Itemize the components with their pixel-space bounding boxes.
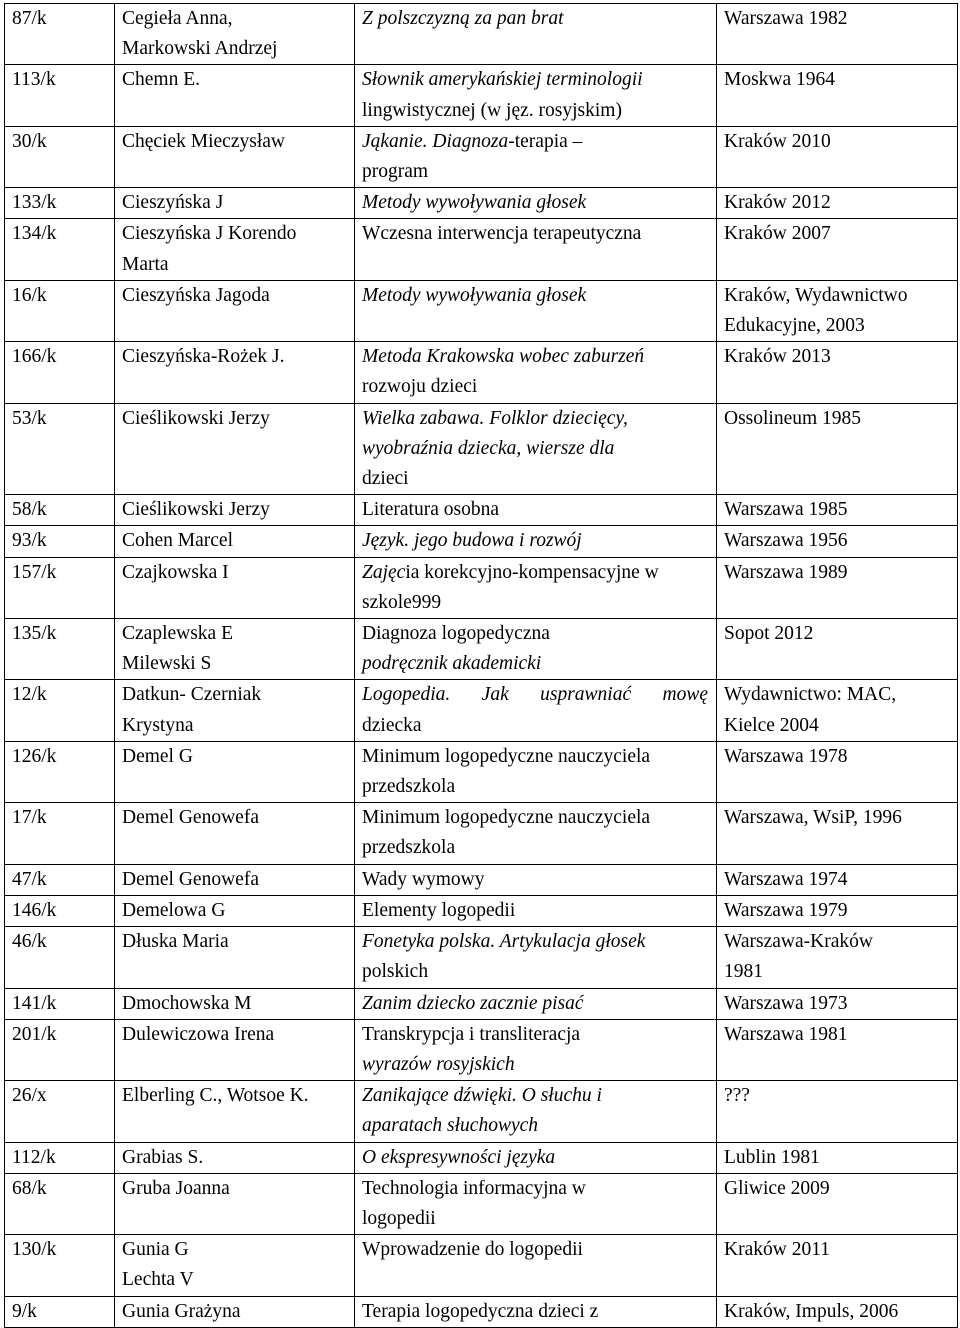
call-number-cell: 12/k (5, 680, 115, 741)
publisher-line: Moskwa 1964 (724, 69, 836, 91)
publisher-cell (717, 403, 958, 495)
bibliography-table (4, 3, 958, 1328)
title-cell (355, 988, 717, 1019)
publisher-line: Warszawa 1973 (724, 992, 848, 1014)
title-line: szkole999 (362, 591, 442, 613)
publisher-cell (717, 495, 958, 526)
author-line: Cieszyńska-Rożek J. (122, 346, 285, 368)
table-row (5, 895, 958, 926)
publisher-line: Warszawa 1982 (724, 8, 848, 29)
table-row (5, 342, 958, 403)
author-cell (115, 1173, 355, 1234)
table-row (5, 680, 958, 741)
author-line: Chęciek Mieczysław (122, 130, 285, 152)
title-cell (355, 1296, 717, 1327)
author-line: Dmochowska M (122, 992, 252, 1014)
author-line: Czaplewska E (122, 623, 234, 645)
title-cell (355, 1142, 717, 1173)
title-line: Zanikające dźwięki. O słuchu i (362, 1085, 602, 1107)
table-row (5, 1235, 958, 1296)
author-line: Czajkowska I (122, 561, 229, 583)
call-number-cell: 9/k (5, 1296, 115, 1327)
publisher-cell (717, 927, 958, 988)
title-line: Wady wymowy (362, 868, 485, 890)
author-cell (115, 895, 355, 926)
publisher-line: Warszawa 1978 (724, 745, 848, 767)
title-cell (355, 495, 717, 526)
title-cell (355, 126, 717, 187)
publisher-cell (717, 526, 958, 557)
author-cell (115, 1142, 355, 1173)
publisher-cell (717, 864, 958, 895)
publisher-cell (717, 219, 958, 280)
table-row (5, 526, 958, 557)
title-cell (355, 342, 717, 403)
title-line (362, 558, 708, 588)
publisher-cell (717, 741, 958, 802)
title-line: Elementy logopedii (362, 899, 516, 921)
call-number-cell: 26/x (5, 1081, 115, 1142)
author-cell (115, 619, 355, 680)
publisher-cell (717, 1296, 958, 1327)
publisher-line: Warszawa 1974 (724, 868, 848, 890)
title-line: Fonetyka polska. Artykulacja głosek (362, 931, 646, 953)
publisher-line: Lublin 1981 (724, 1146, 820, 1168)
publisher-cell (717, 988, 958, 1019)
title-cell (355, 1173, 717, 1234)
table-row (5, 1173, 958, 1234)
author-line: Dulewiczowa Irena (122, 1023, 275, 1045)
title-cell (355, 65, 717, 126)
call-number-cell: 16/k (5, 280, 115, 341)
title-line: przedszkola (362, 776, 456, 798)
title-line: podręcznik akademicki (362, 653, 542, 675)
call-number-cell: 113/k (5, 65, 115, 126)
author-line: Cegieła Anna, (122, 8, 233, 29)
title-cell (355, 403, 717, 495)
publisher-line: Warszawa 1981 (724, 1023, 848, 1045)
title-line: dzieci (362, 468, 409, 490)
publisher-cell (717, 1019, 958, 1080)
title-cell (355, 803, 717, 864)
publisher-cell (717, 280, 958, 341)
title-cell (355, 4, 717, 65)
author-line: Demel Genowefa (122, 868, 259, 890)
publisher-cell (717, 4, 958, 65)
publisher-cell (717, 342, 958, 403)
author-line: Gunia Grażyna (122, 1300, 241, 1322)
title-cell (355, 1019, 717, 1080)
title-cell (355, 188, 717, 219)
title-line: Wielka zabawa. Folklor dziecięcy, (362, 407, 628, 429)
title-line: Technologia informacyjna w (362, 1177, 586, 1199)
author-cell (115, 342, 355, 403)
publisher-line: Warszawa, WsiP, 1996 (724, 807, 902, 829)
table-row (5, 927, 958, 988)
title-plain-part: ia korekcyjno-kompensacyjne w (405, 561, 659, 583)
title-line: program (362, 161, 429, 183)
publisher-line: ??? (724, 1085, 750, 1107)
publisher-line: Kraków 2007 (724, 223, 831, 245)
publisher-cell (717, 619, 958, 680)
table-row (5, 864, 958, 895)
table-row (5, 126, 958, 187)
title-cell (355, 895, 717, 926)
publisher-cell (717, 1173, 958, 1234)
call-number-cell: 93/k (5, 526, 115, 557)
author-line: Krystyna (122, 714, 194, 736)
title-line: Transkrypcja i transliteracja (362, 1023, 581, 1045)
table-row (5, 188, 958, 219)
title-cell (355, 280, 717, 341)
title-line: polskich (362, 961, 429, 983)
author-cell (115, 803, 355, 864)
publisher-cell (717, 188, 958, 219)
table-row (5, 219, 958, 280)
author-cell (115, 526, 355, 557)
call-number-cell: 166/k (5, 342, 115, 403)
call-number-cell: 58/k (5, 495, 115, 526)
title-line: wyrazów rosyjskich (362, 1053, 515, 1075)
title-line: Słownik amerykańskiej terminologii (362, 69, 643, 91)
call-number-cell: 17/k (5, 803, 115, 864)
author-line: Datkun- Czerniak (122, 684, 262, 706)
call-number-cell: 47/k (5, 864, 115, 895)
title-line: logopedii (362, 1207, 436, 1229)
call-number-cell: 30/k (5, 126, 115, 187)
title-cell (355, 1235, 717, 1296)
title-plain-part: terapia – (514, 130, 583, 152)
author-line: Marta (122, 253, 169, 275)
title-line: Wczesna interwencja terapeutyczna (362, 223, 642, 245)
title-line: Wprowadzenie do logopedii (362, 1239, 583, 1261)
title-line: Literatura osobna (362, 499, 499, 521)
publisher-cell (717, 803, 958, 864)
title-line (362, 127, 708, 157)
table-row (5, 403, 958, 495)
table-row (5, 280, 958, 341)
author-cell (115, 126, 355, 187)
title-cell (355, 741, 717, 802)
author-line: Cieszyńska J (122, 192, 224, 214)
publisher-cell (717, 680, 958, 741)
publisher-cell (717, 65, 958, 126)
publisher-line: Sopot 2012 (724, 623, 814, 645)
author-cell (115, 1081, 355, 1142)
author-cell (115, 188, 355, 219)
author-cell (115, 988, 355, 1019)
title-italic-part: Zajęc (362, 561, 406, 583)
title-line: Terapia logopedyczna dzieci z (362, 1300, 599, 1322)
author-line: Cieślikowski Jerzy (122, 407, 270, 429)
title-line: lingwistycznej (w jęz. rosyjskim) (362, 99, 622, 121)
call-number-cell: 135/k (5, 619, 115, 680)
table-row (5, 988, 958, 1019)
title-cell (355, 864, 717, 895)
author-line: Markowski Andrzej (122, 38, 278, 60)
publisher-cell (717, 557, 958, 618)
author-line: Elberling C., Wotsoe K. (122, 1085, 309, 1107)
publisher-line: Warszawa 1979 (724, 899, 848, 921)
table-row (5, 619, 958, 680)
table-row (5, 495, 958, 526)
author-cell (115, 403, 355, 495)
title-line: rozwoju dzieci (362, 376, 478, 398)
author-cell (115, 1296, 355, 1327)
author-cell (115, 741, 355, 802)
call-number-cell: 134/k (5, 219, 115, 280)
table-row (5, 1019, 958, 1080)
title-line: wyobraźnia dziecka, wiersze dla (362, 437, 615, 459)
title-line: Metody wywoływania głosek (362, 192, 587, 214)
author-line: Dłuska Maria (122, 931, 229, 953)
publisher-line: Gliwice 2009 (724, 1177, 830, 1199)
publisher-line: Warszawa 1956 (724, 530, 848, 552)
author-line: Chemn E. (122, 69, 200, 91)
call-number-cell: 87/k (5, 4, 115, 65)
call-number-cell: 157/k (5, 557, 115, 618)
author-line: Demelowa G (122, 899, 226, 921)
title-line: dziecka (362, 714, 422, 736)
title-cell (355, 619, 717, 680)
publisher-line: 1981 (724, 961, 763, 983)
publisher-line: Ossolineum 1985 (724, 407, 862, 429)
title-line: Metoda Krakowska wobec zaburzeń (362, 346, 645, 368)
table-row (5, 65, 958, 126)
call-number-cell: 201/k (5, 1019, 115, 1080)
table-row (5, 741, 958, 802)
title-cell (355, 526, 717, 557)
author-cell (115, 495, 355, 526)
author-cell (115, 927, 355, 988)
title-line: Diagnoza logopedyczna (362, 623, 550, 645)
title-line: Minimum logopedyczne nauczyciela (362, 745, 651, 767)
author-cell (115, 280, 355, 341)
author-line: Grabias S. (122, 1146, 204, 1168)
publisher-line: Warszawa 1985 (724, 499, 848, 521)
author-line: Cieślikowski Jerzy (122, 499, 270, 521)
author-line: Cieszyńska Jagoda (122, 284, 270, 306)
title-line: Metody wywoływania głosek (362, 284, 587, 306)
publisher-line: Kraków 2013 (724, 346, 831, 368)
bibliography-table-body (5, 4, 958, 1328)
title-line: przedszkola (362, 837, 456, 859)
table-row (5, 1296, 958, 1327)
author-cell (115, 65, 355, 126)
publisher-line: Wydawnictwo: MAC, (724, 684, 897, 706)
publisher-line: Warszawa-Kraków (724, 931, 873, 953)
author-line: Gunia G (122, 1239, 189, 1261)
call-number-cell: 146/k (5, 895, 115, 926)
author-cell (115, 4, 355, 65)
table-row (5, 1142, 958, 1173)
publisher-line: Kielce 2004 (724, 714, 819, 736)
title-line: Zanim dziecko zacznie pisać (362, 992, 584, 1014)
publisher-cell (717, 1142, 958, 1173)
author-cell (115, 557, 355, 618)
author-line: Gruba Joanna (122, 1177, 230, 1199)
title-line: aparatach słuchowych (362, 1115, 539, 1137)
publisher-cell (717, 126, 958, 187)
publisher-line: Kraków, Wydawnictwo (724, 284, 908, 306)
author-cell (115, 1235, 355, 1296)
title-italic-part: Jąkanie. Diagnoza- (362, 130, 515, 152)
title-cell (355, 680, 717, 741)
author-line: Milewski S (122, 653, 212, 675)
call-number-cell: 133/k (5, 188, 115, 219)
publisher-cell (717, 1235, 958, 1296)
table-row (5, 557, 958, 618)
call-number-cell: 112/k (5, 1142, 115, 1173)
call-number-cell: 68/k (5, 1173, 115, 1234)
author-line: Demel G (122, 745, 193, 767)
publisher-line: Kraków 2012 (724, 192, 831, 214)
publisher-line: Kraków 2011 (724, 1239, 830, 1261)
call-number-cell: 53/k (5, 403, 115, 495)
publisher-cell (717, 1081, 958, 1142)
publisher-line: Edukacyjne, 2003 (724, 315, 865, 337)
call-number-cell: 46/k (5, 927, 115, 988)
title-line: O ekspresywności języka (362, 1146, 556, 1168)
table-row (5, 4, 958, 65)
publisher-cell (717, 895, 958, 926)
author-cell (115, 1019, 355, 1080)
title-line: Logopedia. Jak usprawniać mowę (362, 684, 708, 706)
call-number-cell: 126/k (5, 741, 115, 802)
publisher-line: Warszawa 1989 (724, 561, 848, 583)
author-line: Demel Genowefa (122, 807, 259, 829)
title-cell (355, 557, 717, 618)
title-cell (355, 219, 717, 280)
title-line: Minimum logopedyczne nauczyciela (362, 807, 651, 829)
author-line: Cieszyńska J Korendo (122, 223, 297, 245)
table-row (5, 1081, 958, 1142)
publisher-line: Kraków, Impuls, 2006 (724, 1300, 899, 1322)
title-cell (355, 1081, 717, 1142)
author-cell (115, 219, 355, 280)
title-cell (355, 927, 717, 988)
author-line: Cohen Marcel (122, 530, 234, 552)
author-line: Lechta V (122, 1269, 194, 1291)
call-number-cell: 141/k (5, 988, 115, 1019)
call-number-cell: 130/k (5, 1235, 115, 1296)
title-line: Z polszczyzną za pan brat (362, 8, 564, 29)
author-cell (115, 680, 355, 741)
publisher-line: Kraków 2010 (724, 130, 831, 152)
title-line: Język. jego budowa i rozwój (362, 530, 582, 552)
table-row (5, 803, 958, 864)
author-cell (115, 864, 355, 895)
